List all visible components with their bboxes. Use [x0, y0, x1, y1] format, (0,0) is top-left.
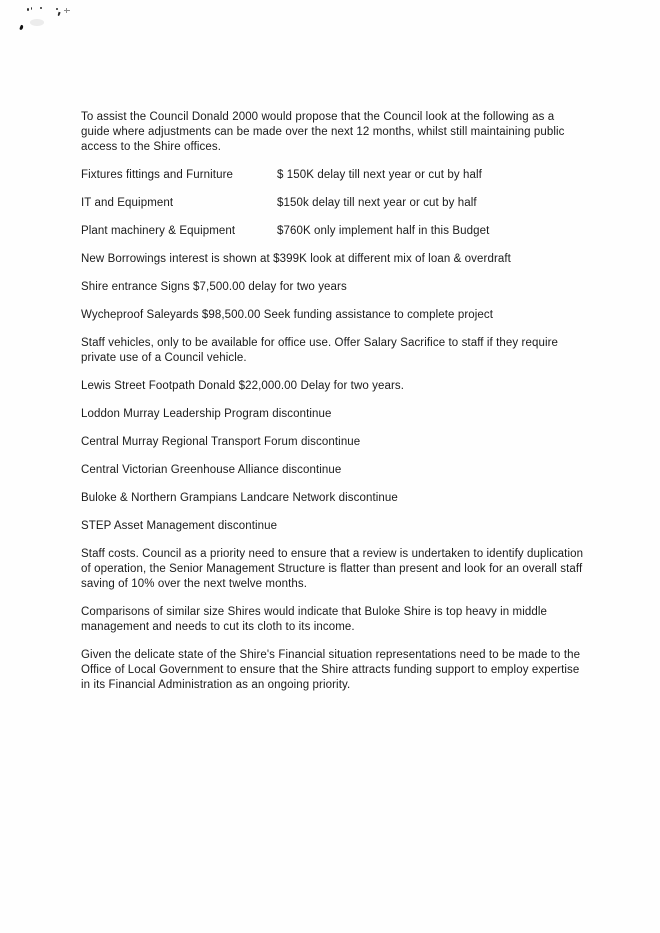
scan-smudge	[30, 19, 44, 26]
budget-action-text: $150k delay till next year or cut by half	[277, 197, 477, 209]
table-row	[81, 224, 584, 239]
paragraph-staff-vehicles: Staff vehicles, only to be available for office use. Offer Salary Sacrifice to staff if they require private use of a Council vehicle.	[81, 337, 559, 364]
paragraph-central-victorian: Central Victorian Greenhouse Alliance discontinue	[81, 464, 342, 476]
table-row	[81, 196, 584, 211]
paragraph-comparisons: Comparisons of similar size Shires would indicate that Buloke Shire is top heavy in middle management and needs to cut its cloth to its income.	[81, 606, 548, 633]
paragraph-shire-entrance: Shire entrance Signs $7,500.00 delay for two years	[81, 281, 347, 293]
paragraph-staff-costs: Staff costs. Council as a priority need to ensure that a review is undertaken to identify duplication of operation, the Senior Management Structure is flatter than present and look for an overall staff saving of 10% over the next twelve months.	[81, 548, 584, 590]
paragraph-loddon-murray: Loddon Murray Leadership Program discontinue	[81, 408, 332, 420]
budget-item-label: IT and Equipment	[81, 197, 174, 209]
budget-action-text: $760K only implement half in this Budget	[277, 225, 490, 237]
budget-item-label: Plant machinery & Equipment	[81, 225, 236, 237]
paragraph-central-murray: Central Murray Regional Transport Forum discontinue	[81, 436, 361, 448]
ink-speck	[31, 7, 32, 10]
paragraph-new-borrowings: New Borrowings interest is shown at $399K look at different mix of loan & overdraft	[81, 253, 511, 265]
ink-speck	[40, 7, 42, 9]
ink-speck	[27, 8, 29, 11]
ink-speck	[19, 25, 24, 31]
plus-mark-icon	[64, 10, 70, 11]
paragraph-lewis-street: Lewis Street Footpath Donald $22,000.00 Delay for two years.	[81, 380, 405, 392]
budget-item-label: Fixtures fittings and Furniture	[81, 169, 234, 181]
budget-action-text: $ 150K delay till next year or cut by half	[277, 169, 482, 181]
paragraph-step-asset: STEP Asset Management discontinue	[81, 520, 278, 532]
paragraph-wycheproof: Wycheproof Saleyards $98,500.00 Seek funding assistance to complete project	[81, 309, 494, 321]
budget-adjustments-table	[81, 168, 584, 239]
ink-speck	[57, 12, 60, 16]
plus-mark-icon	[66, 8, 67, 13]
intro-paragraph: To assist the Council Donald 2000 would propose that the Council look at the following as a guide where adjustments can be made over the next 12 months, whilst still maintaining public access to the Shire offices.	[81, 111, 565, 153]
table-row	[81, 168, 584, 183]
paragraph-financial-situation: Given the delicate state of the Shire's Financial situation representations need to be made to the Office of Local Government to ensure that the Shire attracts funding support to employ expertise in its Financial Administration as an ongoing priority.	[81, 649, 581, 691]
paragraph-buloke-landcare: Buloke & Northern Grampians Landcare Network discontinue	[81, 492, 398, 504]
ink-speck	[56, 8, 58, 10]
document-content	[81, 110, 584, 706]
